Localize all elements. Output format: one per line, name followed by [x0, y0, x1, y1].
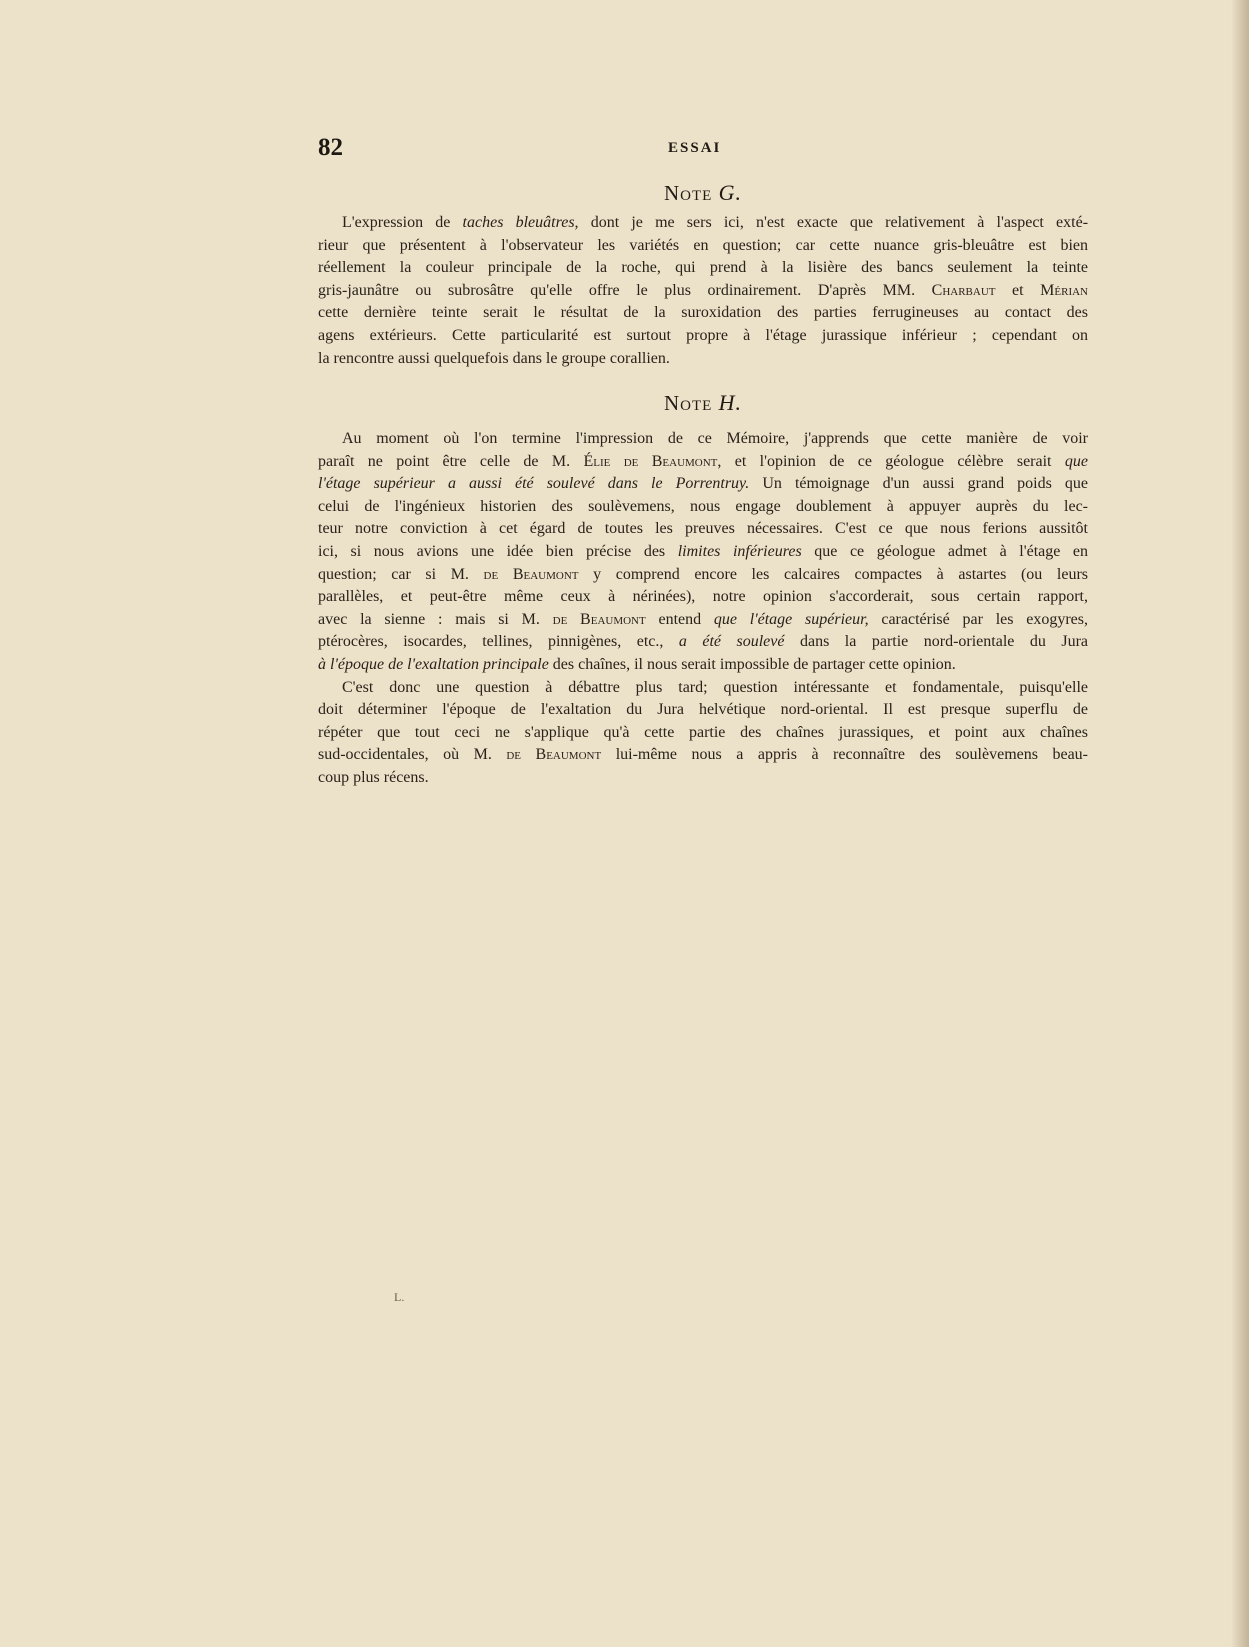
note-h-heading-word: Note — [664, 391, 713, 415]
page-header — [318, 134, 1088, 164]
text-line — [318, 722, 1088, 745]
text-run: que l'étage supérieur, — [713, 610, 869, 628]
note-h-body — [318, 428, 1088, 790]
text-line — [318, 496, 1088, 519]
note-h-heading — [318, 390, 1088, 416]
text-run: taches bleuâtres, — [462, 214, 579, 231]
text-line — [318, 257, 1088, 280]
text-run: de Beaumont — [506, 746, 602, 764]
text-run: que ce géologue admet à l'étage en — [801, 542, 1089, 560]
text-run: celui de l'ingénieux historien des soulèvemens, nous engage doublement à appuyer auprès du lec- — [318, 497, 1088, 515]
text-run: parallèles, et peut-être même ceux à nérinées), notre opinion s'accorderait, sous certain rapport, — [318, 588, 1088, 606]
text-run: Mérian — [1040, 281, 1089, 299]
text-line — [318, 302, 1088, 325]
text-run: lui-même nous a appris à reconnaître des soulèvemens beau- — [601, 746, 1088, 764]
page-edge-shadow — [1231, 0, 1249, 1647]
note-g-body — [318, 212, 1088, 370]
text-run: gris-jaunâtre ou subrosâtre qu'elle offre le plus ordinairement. D'après MM. — [318, 281, 932, 299]
text-line — [318, 428, 1088, 451]
text-line — [318, 451, 1088, 474]
text-line — [318, 586, 1088, 609]
text-run: limites inférieures — [677, 542, 802, 560]
text-line — [318, 631, 1088, 654]
text-line — [318, 609, 1088, 632]
text-run: la rencontre aussi quelquefois dans le groupe corallien. — [318, 349, 670, 367]
text-run: a été soulevé — [678, 633, 785, 651]
text-run: doit déterminer l'époque de l'exaltation du Jura helvétique nord-oriental. Il est presque superflu de — [318, 701, 1088, 719]
text-run: agens extérieurs. Cette particularité est surtout propre à l'étage jurassique inférieur ; cependant on — [318, 326, 1088, 344]
text-line — [318, 654, 1088, 677]
text-line — [318, 518, 1088, 541]
text-run: que — [1064, 452, 1088, 470]
note-g-heading-letter: G. — [718, 180, 742, 205]
text-run: de Beaumont — [552, 610, 646, 628]
note-g-heading-word: Note — [664, 181, 713, 205]
text-line — [318, 677, 1088, 700]
text-run: Un témoignage d'un aussi grand poids que — [749, 475, 1089, 493]
text-run: Au moment où l'on termine l'impression de ce Mémoire, j'apprends que cette manière de voir — [342, 430, 1088, 447]
text-run: L'expression de — [342, 214, 463, 231]
text-line — [318, 473, 1088, 496]
text-line — [318, 325, 1088, 348]
text-run: rieur que présentent à l'observateur les variétés en question; car cette nuance gris-bleuâtre est bien — [318, 236, 1088, 254]
text-line — [318, 541, 1088, 564]
text-run: teur notre conviction à cet égard de toutes les preuves nécessaires. C'est ce que nous ferions aussitôt — [318, 520, 1088, 538]
text-run: dont je me sers ici, n'est exacte que relativement à l'aspect exté- — [578, 214, 1089, 231]
text-run: paraît ne point être celle de M. — [318, 452, 584, 470]
text-line — [318, 348, 1088, 371]
text-run: avec la sienne : mais si M. — [318, 610, 553, 628]
text-line — [318, 767, 1088, 790]
text-run: coup plus récens. — [318, 768, 429, 786]
text-run: , et l'opinion de ce géologue célèbre serait — [717, 452, 1065, 470]
text-run: dans la partie nord-orientale du Jura — [784, 633, 1089, 651]
note-g-heading — [318, 180, 1088, 206]
text-run: cette dernière teinte serait le résultat de la suroxidation des parties ferrugineuses au contact des — [318, 304, 1088, 322]
text-run: Élie de Beaumont — [583, 452, 718, 470]
page-number: 82 — [318, 134, 343, 161]
text-line — [318, 235, 1088, 258]
text-run: de Beaumont — [483, 565, 579, 583]
signature-mark: L. — [394, 1290, 405, 1304]
text-run: l'étage supérieur a aussi été soulevé dans le Porrentruy. — [318, 475, 750, 493]
text-run: sud-occidentales, où M. — [318, 746, 507, 764]
text-run: réellement la couleur principale de la roche, qui prend à la lisière des bancs seulement la teinte — [318, 259, 1088, 277]
text-run: entend — [645, 610, 714, 628]
note-h-heading-letter: H. — [718, 390, 742, 415]
text-line — [318, 564, 1088, 587]
text-run: et — [995, 281, 1041, 299]
text-run: ici, si nous avions une idée bien précise des — [318, 542, 678, 560]
text-run: C'est donc une question à débattre plus tard; question intéressante et fondamentale, puisqu'elle — [342, 678, 1088, 696]
text-line — [318, 280, 1088, 303]
text-run: ptérocères, isocardes, tellines, pinnigènes, etc., — [318, 633, 679, 651]
text-line — [318, 699, 1088, 722]
running-head: ESSAI — [668, 140, 722, 156]
text-run: caractérisé par les exogyres, — [868, 610, 1088, 628]
text-run: question; car si M. — [318, 565, 484, 583]
text-run: répéter que tout ceci ne s'applique qu'à cette partie des chaînes jurassiques, et point aux chaînes — [318, 723, 1088, 741]
text-line — [318, 744, 1088, 767]
text-run: des chaînes, il nous serait impossible de partager cette opinion. — [548, 655, 956, 673]
text-run: y comprend encore les calcaires compactes à astartes (ou leurs — [578, 565, 1088, 583]
text-line — [318, 212, 1088, 235]
text-run: à l'époque de l'exaltation principale — [318, 655, 549, 673]
text-run: Charbaut — [931, 281, 996, 299]
